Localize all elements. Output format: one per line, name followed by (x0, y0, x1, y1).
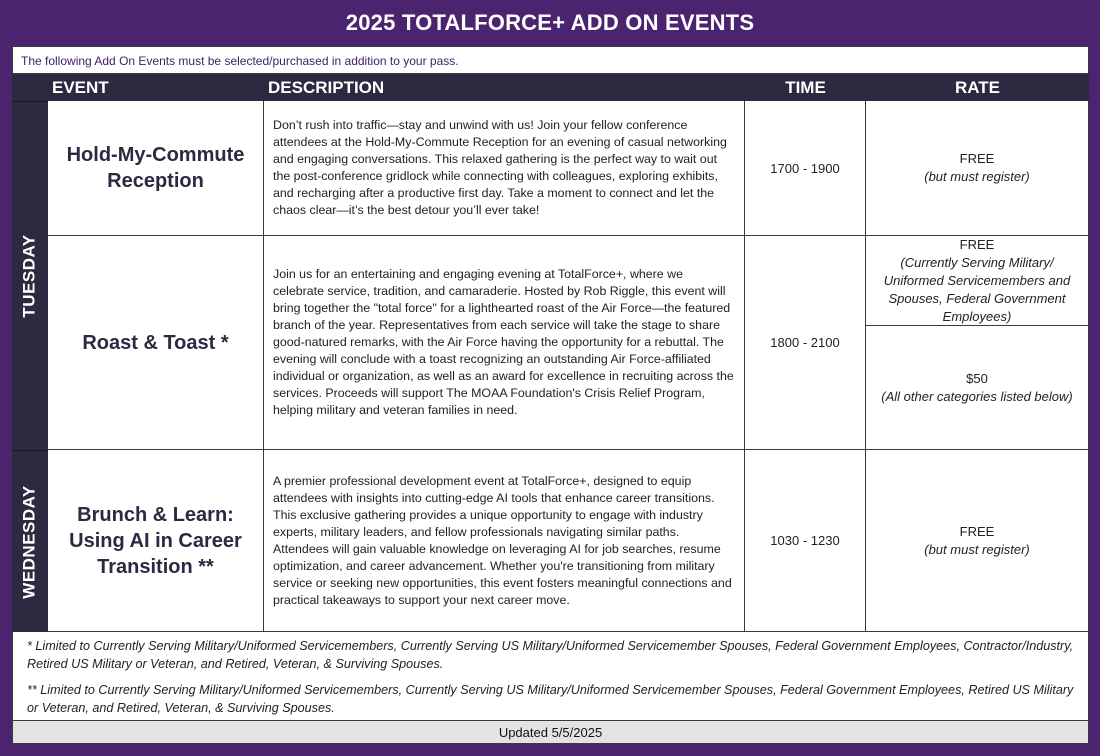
event-rate-military (866, 236, 1089, 326)
event-rate (866, 450, 1089, 632)
rate-price: FREE (959, 523, 995, 539)
day-label-wednesday: WEDNESDAY (12, 450, 48, 632)
event-name: Hold-My-Commute Reception (48, 101, 264, 236)
event-name: Brunch & Learn: Using AI in Career Transition ** (48, 450, 264, 632)
footnote-double-asterisk: ** Limited to Currently Serving Military/Uniformed Servicemembers, Currently Serving US Military/Uniformed Servicemember Spouses, Federal Government Employees, Retired US Military or Veteran, and Retired, Veteran, & Surviving Spouses. (27, 683, 1074, 715)
updated-date: Updated 5/5/2025 (12, 720, 1089, 744)
event-name: Roast & Toast * (48, 236, 264, 450)
rate-note: (All other categories listed below) (881, 388, 1073, 404)
rate-note: (but must register) (924, 541, 1030, 557)
rate-price: $50 (966, 370, 988, 386)
event-description: A premier professional development event at TotalForce+, designed to equip attendees with insights into cutting-edge AI tools that enhance career transitions. This exclusive gathering provides a unique opportunity to engage with industry experts, military leaders, and fellow professionals navigating similar paths. Attendees will gain valuable knowledge on leveraging AI for job searches, resume optimization, and career advancement. Whether you're transitioning from military service or seeking new opportunities, this event fosters meaningful connections and practical takeaways to support your next career move. (264, 450, 745, 632)
event-description: Don’t rush into traffic—stay and unwind with us! Join your fellow conference attendees at the Hold-My-Commute Reception for an evening of casual networking and engaging conversations. This relaxed gathering is the perfect way to wait out the post-conference gridlock while connecting with colleagues, exploring exhibits, and recharging after a productive first day. Take a moment to connect and let the chaos clear—it’s the best detour you’ll ever take! (264, 101, 745, 236)
event-time: 1700 - 1900 (745, 101, 866, 236)
header-rate: RATE (866, 74, 1089, 101)
event-description: Join us for an entertaining and engaging evening at TotalForce+, where we celebrate service, tradition, and camaraderie. Hosted by Rob Riggle, this event will bring together the "total force" for a lighthearted roast of the Air Force—the featured branch of the year. Representatives from each service will take the stage to share good-natured remarks, with the Air Force having the opportunity for a rebuttal. The evening will conclude with a toast recognizing an outstanding Air Force-affiliated individual or organization, as well as an award for excellence in recruiting across the services. Proceeds will support The MOAA Foundation's Crisis Relief Program, helping military and veteran families in need. (264, 236, 745, 450)
rate-price: FREE (959, 236, 995, 252)
footnotes (12, 632, 1089, 720)
event-rate-other (866, 326, 1089, 450)
rate-note: (but must register) (924, 169, 1030, 184)
event-rate (866, 101, 1089, 236)
day-label-tuesday: TUESDAY (12, 101, 48, 450)
rate-note: (Currently Serving Military/ Uniformed Servicemembers and Spouses, Federal Government Employees) (883, 254, 1071, 324)
page-title: 2025 TOTALFORCE+ ADD ON EVENTS (345, 10, 755, 35)
header-corner (12, 74, 48, 101)
header-event: EVENT (48, 74, 264, 101)
footnote-single-asterisk: * Limited to Currently Serving Military/Uniformed Servicemembers, Currently Serving US Military/Uniformed Servicemember Spouses, Federal Government Employees, Contractor/Industry, Retired US Military or Veteran, and Retired, Veteran, & Surviving Spouses. (27, 639, 1074, 671)
event-time: 1800 - 2100 (745, 236, 866, 450)
header-description: DESCRIPTION (264, 74, 745, 101)
notice-text: The following Add On Events must be selected/purchased in addition to your pass. (12, 46, 1089, 74)
header-time: TIME (745, 74, 866, 101)
event-time: 1030 - 1230 (745, 450, 866, 632)
rate-price: FREE (959, 151, 995, 166)
